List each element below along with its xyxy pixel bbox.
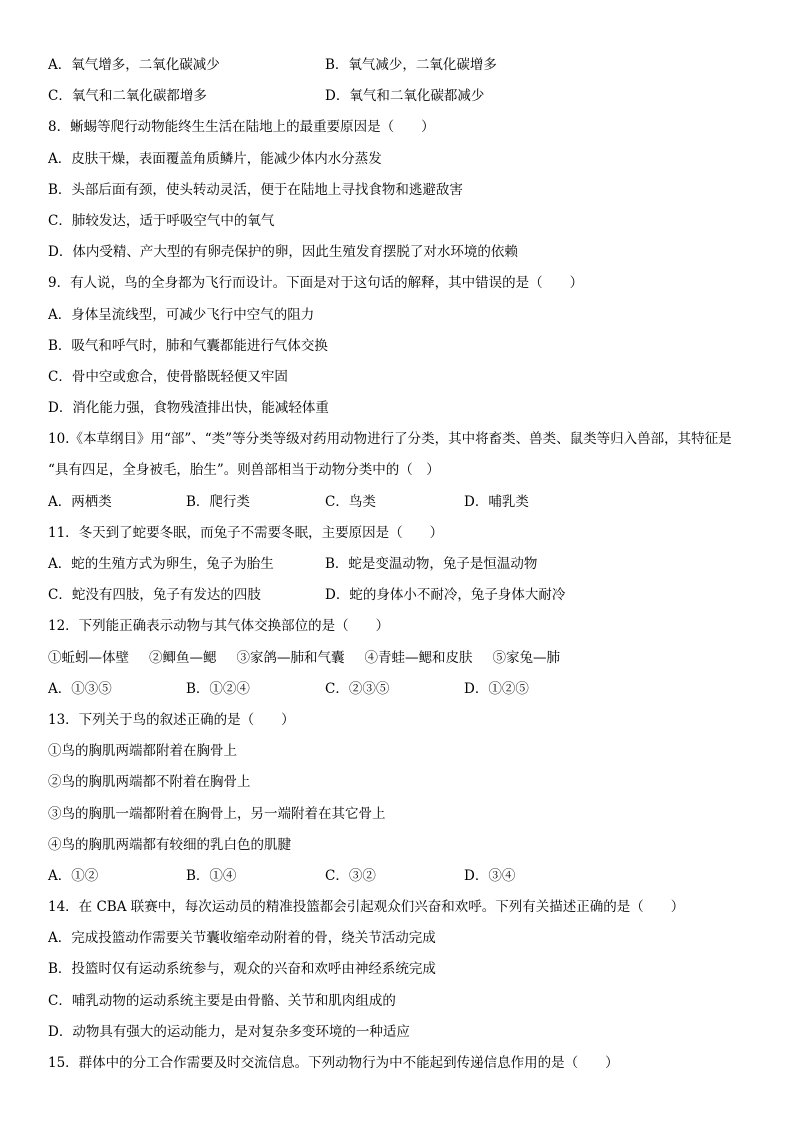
q7-option-c: C．氧气和二氧化碳都增多 xyxy=(48,88,207,105)
q12-option-a: A．①③⑤ xyxy=(48,680,112,697)
q11-option-a: A．蛇的生殖方式为卵生，兔子为胎生 xyxy=(48,556,274,572)
q8-option-b: B．头部后面有颈，使头转动灵活，便于在陆地上寻找食物和逃避敌害 xyxy=(48,181,463,198)
q9-option-b: B．吸气和呼气时，肺和气囊都能进行气体交换 xyxy=(48,337,328,354)
q13-option-c: C．③② xyxy=(325,867,376,884)
q12-items xyxy=(48,643,748,674)
q7-options-row-2 xyxy=(48,81,748,112)
q8-option-c: C．肺较发达，适于呼吸空气中的氧气 xyxy=(48,212,275,229)
q8-option-a: A．皮肤干燥，表面覆盖角质鳞片，能减少体内水分蒸发 xyxy=(48,150,382,167)
exam-page xyxy=(48,50,748,1079)
q11-options-row-1 xyxy=(48,549,748,580)
q12-item-3: ③家鸽—肺和气囊 xyxy=(236,649,345,666)
q12-item-2: ②鲫鱼—鳃 xyxy=(149,649,217,666)
q13-statement-2: ②鸟的胸肌两端都不附着在胸骨上 xyxy=(48,774,251,791)
q11-option-d: D．蛇的身体小不耐冷，兔子身体大耐冷 xyxy=(325,587,566,604)
q13-option-d: D．③④ xyxy=(464,867,516,884)
q12-options xyxy=(48,674,748,705)
q10-option-d: D．哺乳类 xyxy=(464,493,529,510)
q14-option-c: C．哺乳动物的运动系统主要是由骨骼、关节和肌肉组成的 xyxy=(48,992,396,1009)
q13-statement-3: ③鸟的胸肌一端都附着在胸骨上，另一端附着在其它骨上 xyxy=(48,805,386,822)
q11-option-c: C．蛇没有四肢，兔子有发达的四肢 xyxy=(48,587,261,604)
q9-option-c: C．骨中空或愈合，使骨骼既轻便又牢固 xyxy=(48,368,288,385)
q8-stem: 8．蜥蜴等爬行动物能终生生活在陆地上的最重要原因是（ ） xyxy=(48,119,435,136)
q12-option-c: C．②③⑤ xyxy=(325,680,390,697)
q7-option-d: D．氧气和二氧化碳都减少 xyxy=(325,88,485,105)
q7-option-a: A．氧气增多，二氧化碳减少 xyxy=(48,57,220,73)
q13-option-b: B．①④ xyxy=(186,867,237,884)
q10-option-c: C．鸟类 xyxy=(325,493,376,510)
q10-options xyxy=(48,487,748,518)
q12-option-b: B．①②④ xyxy=(186,680,250,697)
q12-item-1: ①蚯蚓—体壁 xyxy=(48,649,129,666)
q13-stem: 13．下列关于鸟的叙述正确的是（ ） xyxy=(48,711,295,728)
q11-stem: 11．冬天到了蛇要冬眠，而兔子不需要冬眠，主要原因是（ ） xyxy=(48,524,444,541)
q9-stem: 9．有人说，鸟的全身都为飞行而设计。下面是对于这句话的解释，其中错误的是（ ） xyxy=(48,275,584,292)
q10-option-a: A．两栖类 xyxy=(48,493,112,510)
q9-option-d: D．消化能力强，食物残渣排出快，能减轻体重 xyxy=(48,400,329,417)
q9-option-a: A．身体呈流线型，可减少飞行中空气的阻力 xyxy=(48,306,315,323)
q13-statement-1: ①鸟的胸肌两端都附着在胸骨上 xyxy=(48,743,237,760)
q14-stem: 14．在 CBA 联赛中，每次运动员的精准投篮都会引起观众们兴奋和欢呼。下列有关描述正确的是（ ） xyxy=(48,899,685,916)
q13-option-a: A．①② xyxy=(48,867,99,884)
q10-stem-line-1: 10.《本草纲目》用“部”、“类”等分类等级对药用动物进行了分类，其中将畜类、兽类、鼠类等归入兽部，其特征是 xyxy=(48,431,732,448)
q12-option-d: D．①②⑤ xyxy=(464,680,529,697)
q10-stem-line-2: “具有四足，全身被毛，胎生”。则兽部相当于动物分类中的（ ） xyxy=(48,462,440,479)
q14-option-d: D．动物具有强大的运动能力，是对复杂多变环境的一种适应 xyxy=(48,1023,410,1040)
q13-statement-4: ④鸟的胸肌两端都有较细的乳白色的肌腱 xyxy=(48,836,291,853)
q14-option-a: A．完成投篮动作需要关节囊收缩牵动附着的骨，绕关节活动完成 xyxy=(48,930,436,947)
q14-option-b: B．投篮时仅有运动系统参与，观众的兴奋和欢呼由神经系统完成 xyxy=(48,961,436,978)
q7-options-row-1 xyxy=(48,50,748,81)
q12-stem: 12．下列能正确表示动物与其气体交换部位的是（ ） xyxy=(48,618,390,635)
q12-item-5: ⑤家兔—肺 xyxy=(492,649,560,666)
q11-options-row-2 xyxy=(48,580,748,611)
q10-option-b: B．爬行类 xyxy=(186,493,250,510)
q11-option-b: B．蛇是变温动物，兔子是恒温动物 xyxy=(325,556,538,572)
q7-option-b: B．氧气减少，二氧化碳增多 xyxy=(325,57,497,73)
q15-stem: 15．群体中的分工合作需要及时交流信息。下列动物行为中不能起到传递信息作用的是（ ） xyxy=(48,1055,619,1071)
q12-item-4: ④青蛙—鳃和皮肤 xyxy=(364,649,473,666)
q13-options xyxy=(48,861,748,892)
q8-option-d: D．体内受精、产大型的有卵壳保护的卵，因此生殖发育摆脱了对水环境的依赖 xyxy=(48,244,518,261)
